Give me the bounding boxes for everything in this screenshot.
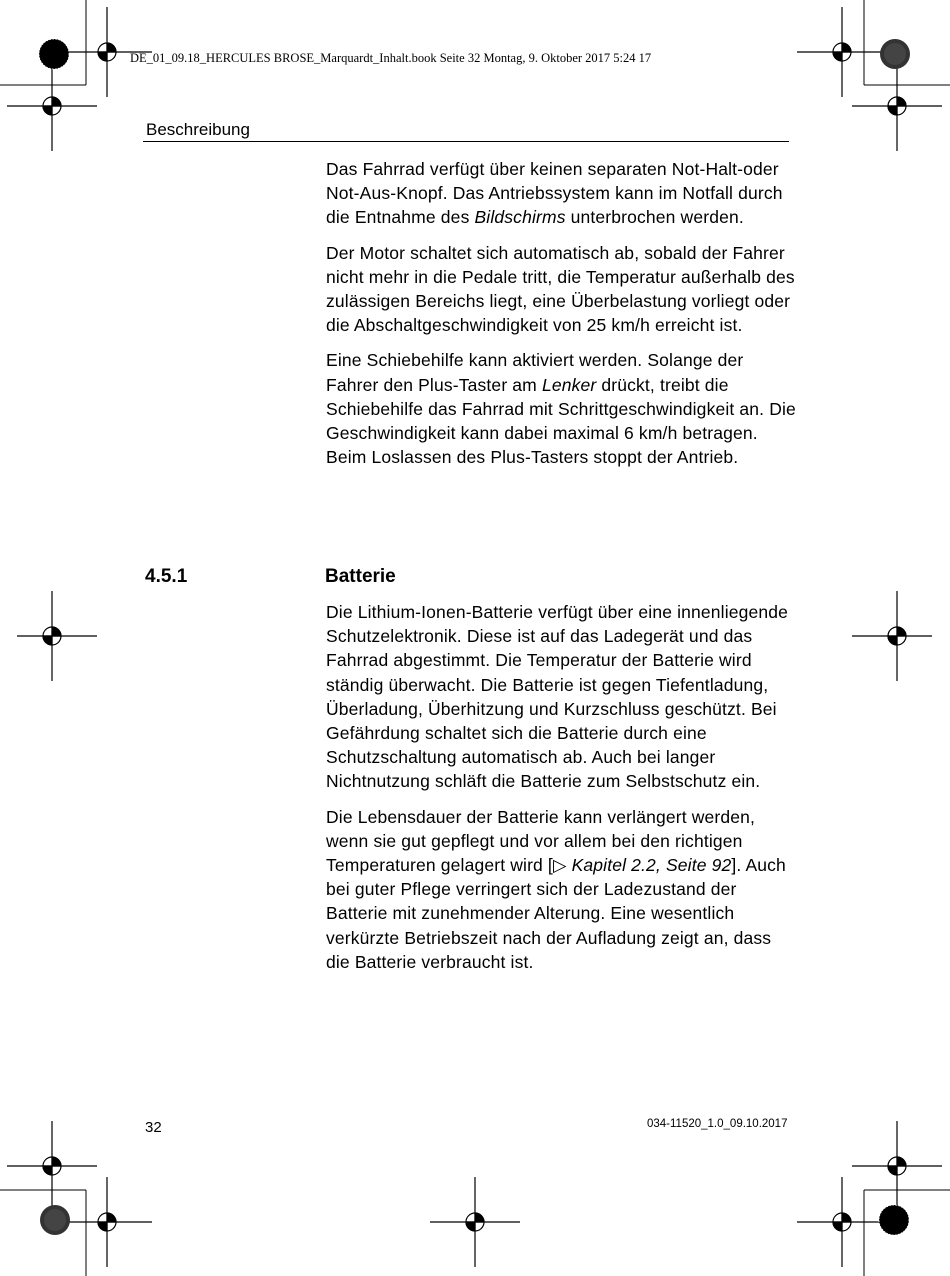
paragraph: Eine Schiebehilfe kann aktiviert werden. Solange der Fahrer den Plus-Taster am Lenker drückt, treibt die Schiebehilfe das Fahrrad mit Schrittgeschwindigkeit an. Die Geschwindigkeit kann dabei maximal 6 km/h betragen. Beim Loslassen des Plus-Tasters stoppt der Antrieb.	[326, 350, 796, 468]
section-number: 4.5.1	[145, 566, 188, 587]
intro-text-block	[326, 157, 796, 480]
cross-reference-arrow-icon: ▷	[552, 855, 567, 876]
paragraph: Die Lebensdauer der Batterie kann verlängert werden, wenn sie gut gepflegt und vor allem bei den richtigen Temperaturen gelagert wird [▷ Kapitel 2.2, Seite 92]. Auch bei guter Pflege verringert sich der Ladezustand der Batterie mit zunehmender Alterung. Eine wesentlich verkürzte Betriebszeit nach der Aufladung zeigt an, dass die Batterie verbraucht ist.	[326, 806, 786, 972]
document-code: 034-11520_1.0_09.10.2017	[647, 1118, 788, 1130]
cross-reference-link[interactable]: Kapitel 2.2, Seite 92	[571, 855, 732, 876]
printer-slug-line: DE_01_09.18_HERCULES BROSE_Marquardt_Inhalt.book Seite 32 Montag, 9. Oktober 2017 5:24 17	[130, 51, 652, 65]
page-number: 32	[145, 1119, 162, 1136]
section-title: Batterie	[325, 566, 396, 587]
paragraph: Das Fahrrad verfügt über keinen separaten Not-Halt-oder Not-Aus-Knopf. Das Antriebssystem kann im Notfall durch die Entnahme des Bildschirms unterbrochen werden.	[326, 159, 783, 228]
term-emphasis: Lenker	[541, 374, 597, 395]
header-rule	[143, 141, 789, 142]
paragraph: Die Lithium-Ionen-Batterie verfügt über eine innenliegende Schutzelektronik. Diese ist auf das Ladegerät und das Fahrrad abgestimmt. Die Temperatur der Batterie wird ständig überwacht. Die Batterie ist gegen Tiefentladung, Überladung, Überhitzung und Kurzschluss geschützt. Bei Gefährdung schaltet sich die Batterie durch eine Schutzschaltung automatisch ab. Auch bei langer Nichtnutzung schläft die Batterie zum Selbstschutz ein.	[326, 602, 789, 792]
running-header: Beschreibung	[146, 120, 250, 139]
battery-text-block	[326, 600, 796, 985]
paragraph: Der Motor schaltet sich automatisch ab, sobald der Fahrer nicht mehr in die Pedale tritt, die Temperatur außerhalb des zulässigen Bereichs liegt, eine Überbelastung vorliegt oder die Abschaltgeschwindigkeit von 25 km/h erreicht ist.	[326, 242, 795, 336]
term-emphasis: Bildschirms	[474, 207, 566, 228]
